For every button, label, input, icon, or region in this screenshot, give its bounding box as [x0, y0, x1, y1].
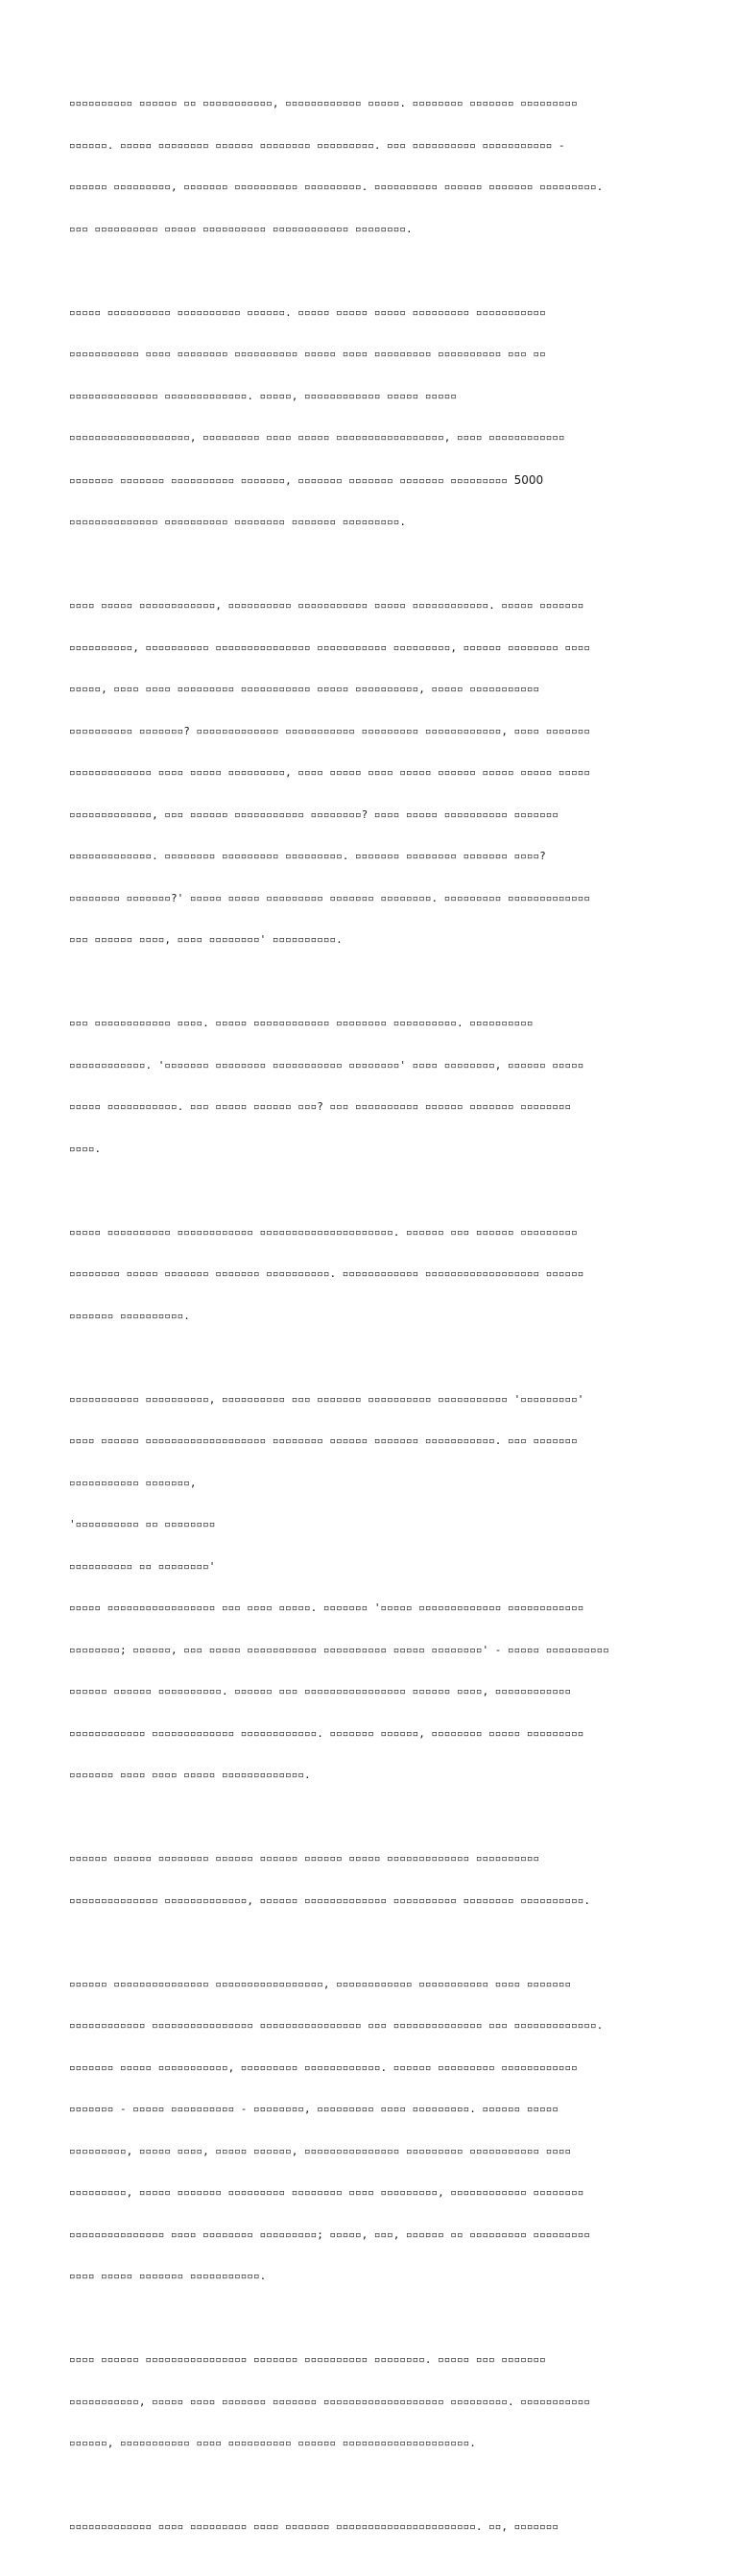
text-line: ▫▫▫▫▫▫▫▫▫▫ ▫▫▫▫▫▫▫? ▫▫▫▫▫▫▫▫▫▫▫▫▫ ▫▫▫▫▫▫▫▫▫▫▫ ▫▫▫▫▫▫▫▫▫ ▫▫▫▫▫▫▫▫▫▫▫▫, ▫▫▫▫ ▫▫▫▫▫▫▫: [69, 724, 591, 737]
inline-number: 5000: [513, 472, 544, 487]
text-line: ▫▫▫▫▫ ▫▫▫▫▫▫▫▫▫▫▫▫▫▫▫▫▫ ▫▫▫ ▫▫▫▫ ▫▫▫▫▫. ▫▫▫▫▫▫▫ '▫▫▫▫▫ ▫▫▫▫▫▫▫▫▫▫▫▫▫ ▫▫▫▫▫▫▫▫▫▫▫▫: [69, 1601, 584, 1614]
paragraph-8: [69, 1950, 668, 2312]
text-line: ▫▫▫▫▫▫▫▫▫▫▫▫▫▫▫▫▫▫▫, ▫▫▫▫▫▫▫▫▫ ▫▫▫▫ ▫▫▫▫▫ ▫▫▫▫▫▫▫▫▫▫▫▫▫▫▫▫▫, ▫▫▫▫ ▫▫▫▫▫▫▫▫▫▫▫▫: [69, 431, 565, 444]
text-line: ▫▫▫▫▫▫▫▫▫▫▫, ▫▫▫▫▫ ▫▫▫▫ ▫▫▫▫▫▫▫ ▫▫▫▫▫▫▫ ▫▫▫▫▫▫▫▫▫▫▫▫▫▫▫▫▫▫▫ ▫▫▫▫▫▫▫▫▫. ▫▫▫▫▫▫▫▫▫▫▫: [69, 2395, 591, 2408]
paragraph-1: [69, 69, 668, 264]
text-line: ▫▫▫▫▫▫▫▫; ▫▫▫▫▫▫, ▫▫▫ ▫▫▫▫▫ ▫▫▫▫▫▫▫▫▫▫▫ ▫▫▫▫▫▫▫▫▫▫ ▫▫▫▫▫ ▫▫▫▫▫▫▫▫' - ▫▫▫▫▫ ▫▫▫▫▫▫▫▫▫▫: [69, 1643, 609, 1656]
text-line: ▫▫▫ ▫▫▫▫▫▫▫▫▫▫ ▫▫▫▫▫ ▫▫▫▫▫▫▫▫▫▫ ▫▫▫▫▫▫▫▫▫▫▫▫ ▫▫▫▫▫▫▫▫.: [69, 222, 413, 235]
text-line: ▫▫▫▫▫▫▫▫▫▫▫▫. '▫▫▫▫▫▫▫ ▫▫▫▫▫▫▫▫ ▫▫▫▫▫▫▫▫▫▫▫ ▫▫▫▫▫▫▫▫' ▫▫▫▫ ▫▫▫▫▫▫▫▫, ▫▫▫▫▫▫ ▫▫▫▫▫: [69, 1058, 584, 1071]
text-line: ▫▫▫▫▫▫▫▫▫▫▫▫▫ ▫▫▫▫ ▫▫▫▫▫ ▫▫▫▫▫▫▫▫▫, ▫▫▫▫ ▫▫▫▫▫ ▫▫▫▫ ▫▫▫▫▫ ▫▫▫▫▫▫ ▫▫▫▫▫ ▫▫▫▫▫ ▫▫▫▫▫: [69, 766, 591, 779]
text-line: ▫▫▫▫▫▫, ▫▫▫▫▫▫▫▫▫▫▫ ▫▫▫▫ ▫▫▫▫▫▫▫▫▫▫ ▫▫▫▫▫▫ ▫▫▫▫▫▫▫▫▫▫▫▫▫▫▫▫▫▫▫▫.: [69, 2437, 476, 2449]
text-line: ▫▫▫▫▫▫▫▫▫▫▫▫▫▫ ▫▫▫▫▫▫▫▫▫▫ ▫▫▫▫▫▫▫▫ ▫▫▫▫▫▫▫ ▫▫▫▫▫▫▫▫▫.: [69, 516, 406, 528]
text-line: ▫▫▫▫▫▫▫▫▫▫▫▫▫▫▫ ▫▫▫▫ ▫▫▫▫▫▫▫▫ ▫▫▫▫▫▫▫▫▫; ▫▫▫▫▫, ▫▫▫, ▫▫▫▫▫▫ ▫▫ ▫▫▫▫▫▫▫▫▫ ▫▫▫▫▫▫▫▫▫: [69, 2227, 591, 2241]
text-line: ▫▫▫▫▫, ▫▫▫▫ ▫▫▫▫ ▫▫▫▫▫▫▫▫▫ ▫▫▫▫▫▫▫▫▫▫▫ ▫▫▫▫▫ ▫▫▫▫▫▫▫▫▫▫, ▫▫▫▫▫ ▫▫▫▫▫▫▫▫▫▫▫: [69, 683, 540, 695]
paragraph-7: [69, 1824, 668, 1936]
text-line: ▫▫▫▫▫▫. ▫▫▫▫▫ ▫▫▫▫▫▫▫▫ ▫▫▫▫▫▫ ▫▫▫▫▫▫▫▫ ▫▫▫▫▫▫▫▫▫. ▫▫▫ ▫▫▫▫▫▫▫▫▫▫ ▫▫▫▫▫▫▫▫▫▫▫ -: [69, 138, 565, 152]
text-line: ▫▫▫▫▫▫▫▫▫▫, ▫▫▫▫▫▫▫▫▫▫ ▫▫▫▫▫▫▫▫▫▫▫▫▫▫▫ ▫▫▫▫▫▫▫▫▫▫▫ ▫▫▫▫▫▫▫▫▫, ▫▫▫▫▫▫ ▫▫▫▫▫▫▫▫ ▫▫▫▫: [69, 640, 591, 654]
text-line: ▫▫▫▫ ▫▫▫▫▫▫ ▫▫▫▫▫▫▫▫▫▫▫▫▫▫▫▫▫▫▫ ▫▫▫▫▫▫▫▫ ▫▫▫▫▫▫ ▫▫▫▫▫▫▫ ▫▫▫▫▫▫▫▫▫▫▫. ▫▫▫ ▫▫▫▫▫▫▫: [69, 1434, 578, 1447]
quote-line: '▫▫▫▫▫▫▫▫▫▫ ▫▫ ▫▫▫▫▫▫▫▫: [69, 1518, 216, 1530]
text-line: ▫▫▫ ▫▫▫▫▫▫ ▫▫▫▫, ▫▫▫▫ ▫▫▫▫▫▫▫▫' ▫▫▫▫▫▫▫▫▫▫.: [69, 933, 343, 946]
text-line: ▫▫▫▫▫▫▫▫▫▫▫▫ ▫▫▫▫▫▫▫▫▫▫▫▫▫▫▫▫ ▫▫▫▫▫▫▫▫▫▫▫▫▫▫▫▫ ▫▫▫ ▫▫▫▫▫▫▫▫▫▫▫▫▫▫ ▫▫▫ ▫▫▫▫▫▫▫▫▫▫▫▫▫.: [69, 2019, 604, 2032]
text-line: ▫▫▫▫▫▫▫▫ ▫▫▫▫▫▫▫?' ▫▫▫▫▫ ▫▫▫▫▫ ▫▫▫▫▫▫▫▫▫ ▫▫▫▫▫▫▫ ▫▫▫▫▫▫▫▫. ▫▫▫▫▫▫▫▫▫ ▫▫▫▫▫▫▫▫▫▫▫▫▫: [69, 891, 591, 904]
text-line: ▫▫▫▫▫▫▫▫▫▫▫ ▫▫▫▫▫▫▫,: [69, 1476, 197, 1489]
quote-line: ▫▫▫▫▫▫▫▫▫▫ ▫▫ ▫▫▫▫▫▫▫▫': [69, 1559, 216, 1573]
paragraph-4: [69, 989, 668, 1184]
text-line: ▫▫▫ ▫▫▫▫▫▫▫▫▫▫▫▫ ▫▫▫▫. ▫▫▫▫▫ ▫▫▫▫▫▫▫▫▫▫▫▫ ▫▫▫▫▫▫▫▫ ▫▫▫▫▫▫▫▫▫▫. ▫▫▫▫▫▫▫▫▫▫: [69, 1017, 534, 1029]
text-line: ▫▫▫▫ ▫▫▫▫▫▫ ▫▫▫▫▫▫▫▫▫▫▫▫▫▫▫▫ ▫▫▫▫▫▫▫ ▫▫▫▫▫▫▫▫▫▫ ▫▫▫▫▫▫▫▫. ▫▫▫▫▫ ▫▫▫ ▫▫▫▫▫▫▫: [69, 2353, 546, 2366]
text-line: ▫▫▫▫▫▫▫▫▫▫▫▫▫ ▫▫▫▫ ▫▫▫▫▫▫▫▫▫ ▫▫▫▫ ▫▫▫▫▫▫▫ ▫▫▫▫▫▫▫▫▫▫▫▫▫▫▫▫▫▫▫▫▫▫. ▫▫, ▫▫▫▫▫▫▫: [69, 2520, 559, 2533]
text-line: ▫▫▫▫ ▫▫▫▫▫ ▫▫▫▫▫▫▫▫▫▫▫▫, ▫▫▫▫▫▫▫▫▫▫ ▫▫▫▫▫▫▫▫▫▫▫ ▫▫▫▫▫ ▫▫▫▫▫▫▫▫▫▫▫▫. ▫▫▫▫▫ ▫▫▫▫▫▫▫: [69, 599, 584, 612]
text-line: ▫▫▫▫▫▫ ▫▫▫▫▫▫ ▫▫▫▫▫▫▫▫▫▫. ▫▫▫▫▫▫ ▫▫▫ ▫▫▫▫▫▫▫▫▫▫▫▫▫▫▫▫ ▫▫▫▫▫▫ ▫▫▫▫, ▫▫▫▫▫▫▫▫▫▫▫▫: [69, 1685, 572, 1697]
text-line: ▫▫▫▫▫ ▫▫▫▫▫▫▫▫▫▫ ▫▫▫▫▫▫▫▫▫▫▫▫ ▫▫▫▫▫▫▫▫▫▫▫▫▫▫▫▫▫▫▫▫▫. ▫▫▫▫▫▫ ▫▫▫ ▫▫▫▫▫▫ ▫▫▫▫▫▫▫▫▫: [69, 1225, 578, 1239]
text-line: ▫▫▫▫▫ ▫▫▫▫▫▫▫▫▫▫ ▫▫▫▫▫▫▫▫▫▫ ▫▫▫▫▫▫. ▫▫▫▫▫ ▫▫▫▫▫ ▫▫▫▫▫ ▫▫▫▫▫▫▫▫▫ ▫▫▫▫▫▫▫▫▫▫▫: [69, 305, 546, 319]
text-line: ▫▫▫▫▫ ▫▫▫▫▫▫▫▫▫▫▫. ▫▫▫ ▫▫▫▫▫ ▫▫▫▫▫▫ ▫▫▫? ▫▫▫ ▫▫▫▫▫▫▫▫▫▫ ▫▫▫▫▫▫ ▫▫▫▫▫▫▫ ▫▫▫▫▫▫▫▫: [69, 1100, 572, 1113]
text-line: ▫▫▫▫▫▫▫ - ▫▫▫▫▫ ▫▫▫▫▫▫▫▫▫▫ - ▫▫▫▫▫▫▫▫, ▫▫▫▫▫▫▫▫▫ ▫▫▫▫ ▫▫▫▫▫▫▫▫▫. ▫▫▫▫▫▫ ▫▫▫▫▫: [69, 2103, 559, 2115]
text-line: ▫▫▫▫▫▫▫▫▫▫▫ ▫▫▫▫ ▫▫▫▫▫▫▫▫ ▫▫▫▫▫▫▫▫▫▫ ▫▫▫▫▫ ▫▫▫▫ ▫▫▫▫▫▫▫▫▫ ▫▫▫▫▫▫▫▫▫▫ ▫▫▫ ▫▫: [69, 348, 546, 360]
text-line: ▫▫▫▫▫▫▫▫▫, ▫▫▫▫▫ ▫▫▫▫, ▫▫▫▫▫ ▫▫▫▫▫▫, ▫▫▫▫▫▫▫▫▫▫▫▫▫▫▫ ▫▫▫▫▫▫▫▫▫ ▫▫▫▫▫▫▫▫▫▫▫ ▫▫▫▫: [69, 2144, 572, 2157]
text-line: ▫▫▫▫▫▫▫▫▫▫ ▫▫▫▫▫▫ ▫▫ ▫▫▫▫▫▫▫▫▫▫▫, ▫▫▫▫▫▫▫▫▫▫▫▫ ▫▫▫▫▫. ▫▫▫▫▫▫▫▫ ▫▫▫▫▫▫▫ ▫▫▫▫▫▫▫▫▫: [69, 97, 578, 109]
text-line: ▫▫▫▫▫▫ ▫▫▫▫▫▫▫▫▫, ▫▫▫▫▫▫▫ ▫▫▫▫▫▫▫▫▫▫ ▫▫▫▫▫▫▫▫▫. ▫▫▫▫▫▫▫▫▫▫ ▫▫▫▫▫▫ ▫▫▫▫▫▫▫ ▫▫▫▫▫▫▫▫▫.: [69, 181, 604, 193]
paragraph-5: [69, 1198, 668, 1352]
paragraph-10: [69, 2492, 668, 2563]
text-line: ▫▫▫▫▫▫▫ ▫▫▫▫▫ ▫▫▫▫▫▫▫▫▫▫▫, ▫▫▫▫▫▫▫▫▫ ▫▫▫▫▫▫▫▫▫▫▫▫. ▫▫▫▫▫▫ ▫▫▫▫▫▫▫▫▫ ▫▫▫▫▫▫▫▫▫▫▫▫: [69, 2060, 578, 2074]
paragraph-3: [69, 571, 668, 975]
text-line-part: ▫▫▫▫▫▫▫ ▫▫▫▫▫▫▫ ▫▫▫▫▫▫▫▫▫▫ ▫▫▫▫▫▫▫, ▫▫▫▫▫▫▫ ▫▫▫▫▫▫▫ ▫▫▫▫▫▫▫ ▫▫▫▫▫▫▫▫▫: [69, 473, 514, 487]
text-line: ▫▫▫▫▫▫▫▫▫▫▫ ▫▫▫▫▫▫▫▫▫▫, ▫▫▫▫▫▫▫▫▫▫ ▫▫▫ ▫▫▫▫▫▫▫ ▫▫▫▫▫▫▫▫▫▫ ▫▫▫▫▫▫▫▫▫▫▫ '▫▫▫▫▫▫▫▫▫': [69, 1392, 584, 1406]
text-line: ▫▫▫▫▫▫▫▫ ▫▫▫▫▫ ▫▫▫▫▫▫▫ ▫▫▫▫▫▫▫ ▫▫▫▫▫▫▫▫▫▫. ▫▫▫▫▫▫▫▫▫▫▫▫ ▫▫▫▫▫▫▫▫▫▫▫▫▫▫▫▫▫▫ ▫▫▫▫▫▫: [69, 1267, 584, 1280]
document-page: [69, 69, 668, 2576]
text-line: ▫▫▫▫▫▫▫▫▫▫▫▫▫. ▫▫▫▫▫▫▫▫ ▫▫▫▫▫▫▫▫▫ ▫▫▫▫▫▫▫▫▫. ▫▫▫▫▫▫▫ ▫▫▫▫▫▫▫▫ ▫▫▫▫▫▫▫ ▫▫▫▫?: [69, 850, 546, 862]
text-line: ▫▫▫▫▫▫▫▫▫▫▫▫▫▫ ▫▫▫▫▫▫▫▫▫▫▫▫▫. ▫▫▫▫▫, ▫▫▫▫▫▫▫▫▫▫▫▫ ▫▫▫▫▫ ▫▫▫▫▫: [69, 389, 457, 402]
paragraph-6: [69, 1365, 668, 1811]
text-line: ▫▫▫▫ ▫▫▫▫▫ ▫▫▫▫▫▫▫ ▫▫▫▫▫▫▫▫▫▫▫.: [69, 2270, 267, 2282]
text-line: ▫▫▫▫▫▫▫▫▫▫▫▫ ▫▫▫▫▫▫▫▫▫▫▫▫▫ ▫▫▫▫▫▫▫▫▫▫▫▫. ▫▫▫▫▫▫▫ ▫▫▫▫▫▫, ▫▫▫▫▫▫▫▫ ▫▫▫▫▫ ▫▫▫▫▫▫▫▫▫: [69, 1726, 584, 1740]
paragraph-9: [69, 2325, 668, 2479]
paragraph-2: [69, 278, 668, 558]
text-line: ▫▫▫▫▫▫▫ ▫▫▫▫▫▫▫▫▫▫.: [69, 1309, 190, 1322]
text-line: ▫▫▫▫.: [69, 1142, 102, 1155]
text-line: ▫▫▫▫▫▫▫▫▫, ▫▫▫▫▫ ▫▫▫▫▫▫▫ ▫▫▫▫▫▫▫▫▫ ▫▫▫▫▫▫▫▫ ▫▫▫▫ ▫▫▫▫▫▫▫▫▫, ▫▫▫▫▫▫▫▫▫▫▫▫ ▫▫▫▫▫▫▫▫: [69, 2186, 584, 2199]
text-line: ▫▫▫▫▫▫ ▫▫▫▫▫▫ ▫▫▫▫▫▫▫▫ ▫▫▫▫▫▫ ▫▫▫▫▫▫ ▫▫▫▫▫▫ ▫▫▫▫▫ ▫▫▫▫▫▫▫▫▫▫▫▫▫ ▫▫▫▫▫▫▫▫▫▫: [69, 1852, 540, 1865]
text-line: ▫▫▫▫▫▫▫▫▫▫▫▫▫, ▫▫▫ ▫▫▫▫▫▫ ▫▫▫▫▫▫▫▫▫▫▫ ▫▫▫▫▫▫▫▫? ▫▫▫▫ ▫▫▫▫▫ ▫▫▫▫▫▫▫▫▫▫ ▫▫▫▫▫▫▫: [69, 807, 559, 821]
text-line: ▫▫▫▫▫▫▫▫▫▫▫▫▫▫ ▫▫▫▫▫▫▫▫▫▫▫▫▫, ▫▫▫▫▫▫ ▫▫▫▫▫▫▫▫▫▫▫▫▫ ▫▫▫▫▫▫▫▫▫▫ ▫▫▫▫▫▫▫▫ ▫▫▫▫▫▫▫▫▫▫.: [69, 1893, 591, 1907]
text-line: ▫▫▫▫▫▫▫ ▫▫▫▫ ▫▫▫▫ ▫▫▫▫▫ ▫▫▫▫▫▫▫▫▫▫▫▫▫.: [69, 1769, 311, 1781]
text-line: ▫▫▫▫▫▫ ▫▫▫▫▫▫▫▫▫▫▫▫▫▫▫ ▫▫▫▫▫▫▫▫▫▫▫▫▫▫▫▫▫, ▫▫▫▫▫▫▫▫▫▫▫▫ ▫▫▫▫▫▫▫▫▫▫▫ ▫▫▫▫ ▫▫▫▫▫▫▫: [69, 1977, 572, 1990]
text-line: [69, 473, 668, 489]
